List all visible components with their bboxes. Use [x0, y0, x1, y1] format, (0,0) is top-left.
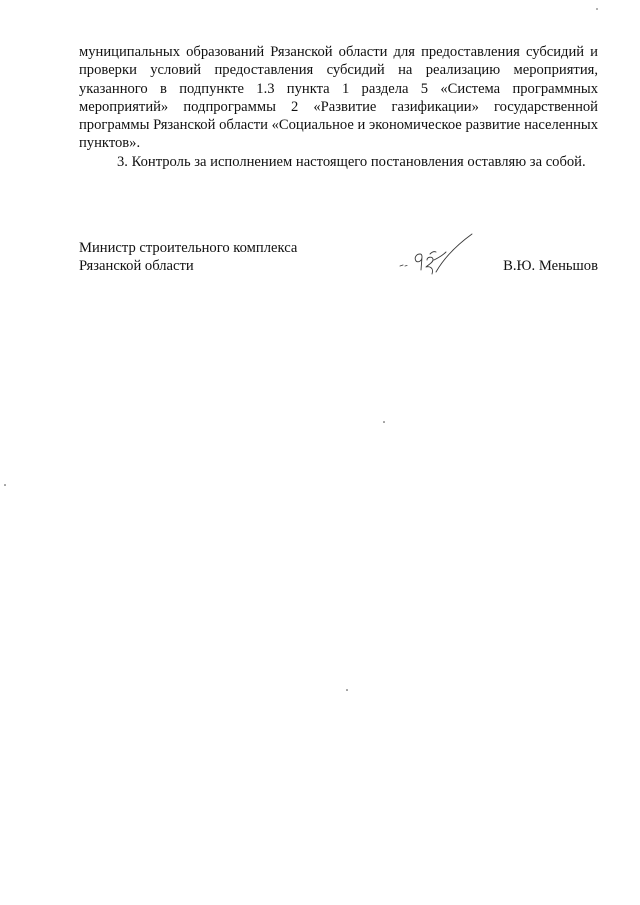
paragraph-control-clause: 3. Контроль за исполнением настоящего постановления оставляю за собой.: [117, 153, 586, 170]
scan-speck: [346, 689, 348, 691]
scan-speck: [4, 484, 6, 486]
scan-speck: [596, 8, 598, 10]
document-body: [79, 43, 598, 171]
signature-block: [79, 239, 598, 289]
scan-speck: [383, 421, 385, 423]
signatory-title-line-1: Министр строительного комплекса: [79, 240, 298, 256]
signatory-name: В.Ю. Меньшов: [503, 258, 598, 275]
signatory-title-line-2: Рязанской области: [79, 258, 194, 275]
paragraph-continuation: муниципальных образований Рязанской области для предоставления субсидий и проверки условий предоставления субсидий на реализацию мероприятия, указанного в подпункте 1.3 пункта 1 раздела 5 «Система программных мероприятий» подпрограммы 2 «Развитие газификации» государственной программы Рязанской области «Социальное и экономическое развитие населенных пунктов».: [79, 44, 598, 152]
handwritten-signature: [394, 230, 486, 286]
signatory-title: [79, 239, 379, 276]
